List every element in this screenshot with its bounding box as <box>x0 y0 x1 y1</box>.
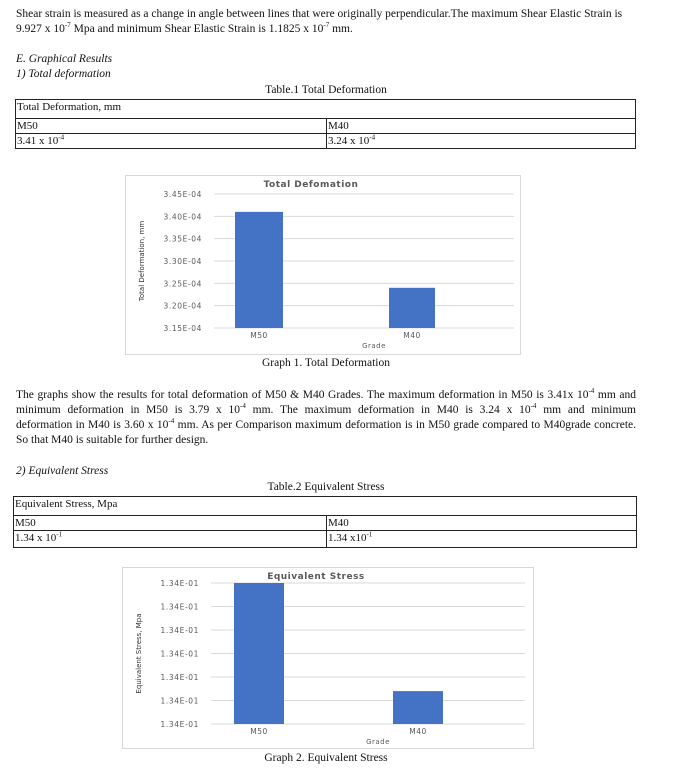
table1-col1-label: M50 <box>16 119 327 134</box>
bar-m40 <box>389 288 435 328</box>
results-paragraph <box>16 388 636 448</box>
chart-title: Total Defomation <box>263 180 359 190</box>
chart-total-deformation <box>125 175 521 355</box>
x-tick-label: M40 <box>403 331 421 340</box>
intro-line-2: 9.927 x $10^{-7}$ Mpa and minimum Shear Elastic Strain is 1.1825 x $10^{-7}$ mm. <box>16 21 353 35</box>
chart-total-deformation-svg <box>126 176 520 354</box>
y-tick-label: 3.30E-04 <box>163 257 202 266</box>
bar-m50 <box>235 212 283 328</box>
table1-col1-value: 3.41 x $10^{-4}$ <box>16 134 327 149</box>
y-tick-label: 3.35E-04 <box>163 234 202 244</box>
y-tick-label: 1.34E-01 <box>160 626 199 635</box>
table2-header: Equivalent Stress, Mpa <box>14 497 637 516</box>
section-heading-graphical-results: E. Graphical Results <box>16 53 113 65</box>
table2-col1-value: 1.34 x $10^{-1}$ <box>14 531 327 548</box>
table1-col2-value: 3.24 x $10^{-4}$ <box>327 134 636 149</box>
table1-caption: Table.1 Total Deformation <box>265 84 387 96</box>
table2-col1-label: M50 <box>14 516 327 531</box>
table-equivalent-stress <box>13 496 637 548</box>
y-tick-label: 3.15E-04 <box>163 324 202 333</box>
graph1-caption: Graph 1. Total Deformation <box>261 357 390 369</box>
graph2-caption: Graph 2. Equivalent Stress <box>264 752 388 764</box>
y-tick-label: 1.34E-01 <box>160 649 199 659</box>
intro-paragraph <box>16 7 636 37</box>
y-tick-label: 3.20E-04 <box>163 301 202 311</box>
results-line-3: deformation in M40 is 3.60 x $10^{-4}$ mm. As per Comparison maximum deformation is in M50 grade compared to M40grade concrete. <box>16 417 636 431</box>
y-axis-label: Total Deformation, mm <box>138 220 146 302</box>
table1-header: Total Deformation, mm <box>16 100 636 119</box>
table1-col2-label: M40 <box>327 119 636 134</box>
y-tick-label: 3.45E-04 <box>163 190 202 199</box>
y-tick-label: 3.25E-04 <box>163 279 202 289</box>
x-tick-label: M40 <box>409 727 427 736</box>
table2-col2-value: 1.34 $x10^{-1}$ <box>327 531 637 548</box>
results-line-4: So that M40 is suitable for further design. <box>16 434 209 446</box>
x-axis-label: Grade <box>366 738 390 746</box>
section-heading-total-deformation: 1) Total deformation <box>16 68 111 80</box>
y-tick-label: 3.40E-04 <box>163 212 202 222</box>
intro-line-1: Shear strain is measured as a change in angle between lines that were originally perpendicular.The maximum Shear Elastic Strain is <box>16 8 623 20</box>
bar-m50 <box>234 583 284 724</box>
y-axis-label: Equivalent Stress, Mpa <box>135 613 143 694</box>
chart-title: Equivalent Stress <box>267 572 365 582</box>
chart-equivalent-stress <box>122 567 534 749</box>
y-tick-label: 1.34E-01 <box>160 696 199 706</box>
chart-equivalent-stress-svg <box>123 568 533 748</box>
section-heading-equivalent-stress: 2) Equivalent Stress <box>16 465 109 477</box>
x-axis-label: Grade <box>362 342 386 350</box>
y-tick-label: 1.34E-01 <box>160 720 199 729</box>
results-line-2: minimum deformation in M50 is 3.79 x $10^{-4}$ mm. The maximum deformation in M40 is 3.24 x $10^{-4}$ mm and minimum <box>16 402 636 416</box>
table-total-deformation <box>15 99 636 149</box>
x-tick-label: M50 <box>250 727 268 736</box>
table2-col2-label: M40 <box>327 516 637 531</box>
y-tick-label: 1.34E-01 <box>160 602 199 612</box>
bar-m40 <box>393 691 443 724</box>
results-line-1: The graphs show the results for total deformation of M50 & M40 Grades. The maximum deformation in M50 is 3.41x $10^{-4}$ mm and <box>16 387 636 401</box>
table2-caption: Table.2 Equivalent Stress <box>267 481 385 493</box>
y-tick-label: 1.34E-01 <box>160 673 199 682</box>
y-tick-label: 1.34E-01 <box>160 579 199 588</box>
x-tick-label: M50 <box>250 331 268 340</box>
